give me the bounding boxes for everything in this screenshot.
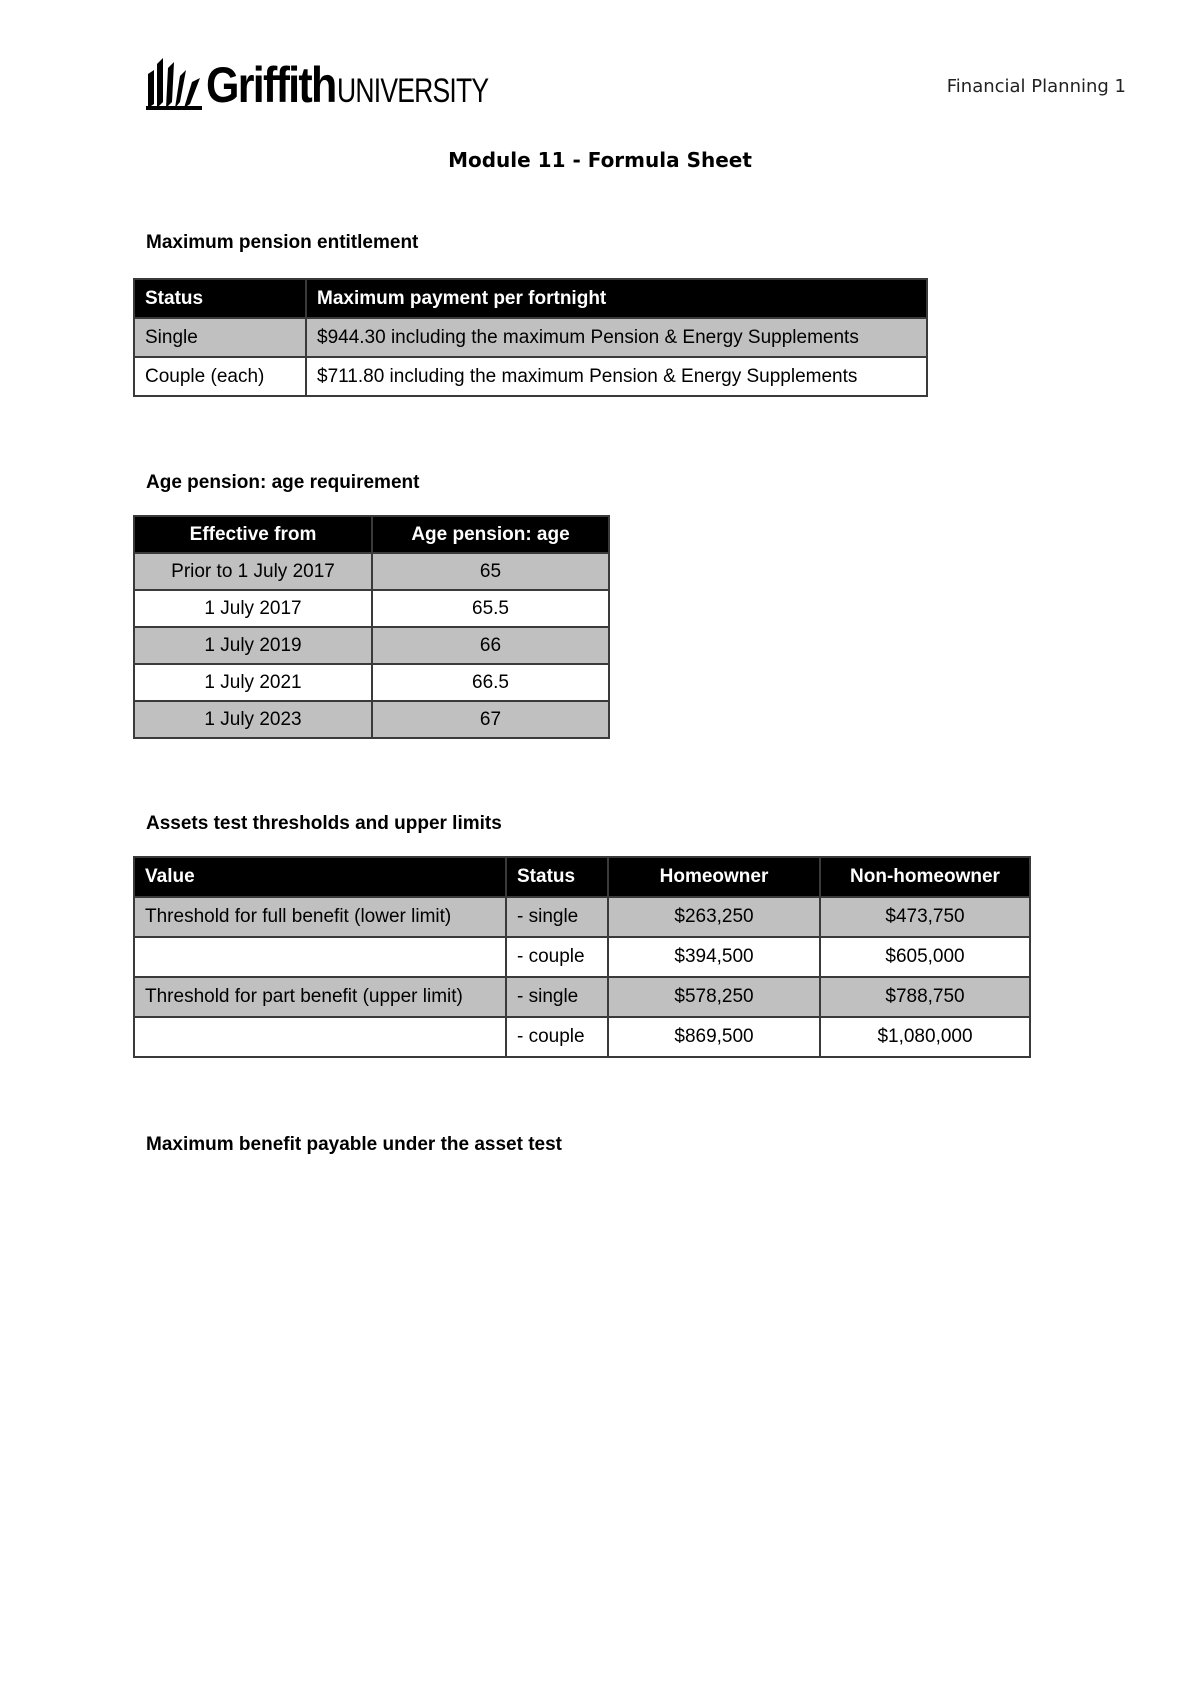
column-header: Non-homeowner <box>820 857 1030 897</box>
table-cell: 65 <box>372 553 609 590</box>
max-benefit-heading: Maximum benefit payable under the asset test <box>146 1134 563 1155</box>
table-cell: 66 <box>372 627 609 664</box>
table-row <box>134 590 609 627</box>
griffith-university-logo <box>146 56 531 113</box>
table-header-row <box>134 516 609 553</box>
table-row <box>134 357 927 396</box>
assets-test-table <box>133 856 1031 1058</box>
table-cell: $788,750 <box>820 977 1030 1017</box>
column-header: Effective from <box>134 516 372 553</box>
max-pension-heading: Maximum pension entitlement <box>146 232 419 253</box>
table-cell: 66.5 <box>372 664 609 701</box>
column-header: Age pension: age <box>372 516 609 553</box>
table-cell: Couple (each) <box>134 357 306 396</box>
column-header: Status <box>134 279 306 318</box>
table-cell: 65.5 <box>372 590 609 627</box>
table-cell: $711.80 including the maximum Pension & Energy Supplements <box>306 357 927 396</box>
table-header-row <box>134 857 1030 897</box>
table-cell: Threshold for part benefit (upper limit) <box>134 977 506 1017</box>
age-requirement-heading: Age pension: age requirement <box>146 472 420 493</box>
table-cell: $473,750 <box>820 897 1030 937</box>
table-row <box>134 553 609 590</box>
column-header: Homeowner <box>608 857 820 897</box>
course-name: Financial Planning 1 <box>946 76 1126 97</box>
table-cell: $869,500 <box>608 1017 820 1057</box>
table-cell <box>134 937 506 977</box>
table-cell: - single <box>506 977 608 1017</box>
table-row <box>134 318 927 357</box>
table-cell: $394,500 <box>608 937 820 977</box>
table-cell: 1 July 2019 <box>134 627 372 664</box>
table-cell: Prior to 1 July 2017 <box>134 553 372 590</box>
table-cell: $263,250 <box>608 897 820 937</box>
column-header: Value <box>134 857 506 897</box>
table-cell: 1 July 2023 <box>134 701 372 738</box>
table-cell: Single <box>134 318 306 357</box>
table-cell: $944.30 including the maximum Pension & Energy Supplements <box>306 318 927 357</box>
table-cell: $605,000 <box>820 937 1030 977</box>
logo-wordmark: Griffith <box>206 57 336 113</box>
table-cell: 1 July 2017 <box>134 590 372 627</box>
logo-university-text: UNIVERSITY <box>336 72 488 110</box>
griffith-leaf-icon <box>146 56 202 110</box>
max-pension-table <box>133 278 928 397</box>
table-cell <box>134 1017 506 1057</box>
table-cell: 67 <box>372 701 609 738</box>
table-row <box>134 1017 1030 1057</box>
column-header: Status <box>506 857 608 897</box>
age-requirement-table <box>133 515 610 739</box>
table-row <box>134 937 1030 977</box>
page-title: Module 11 - Formula Sheet <box>448 148 752 172</box>
table-row <box>134 977 1030 1017</box>
table-cell: $578,250 <box>608 977 820 1017</box>
table-cell: - couple <box>506 937 608 977</box>
table-cell: $1,080,000 <box>820 1017 1030 1057</box>
table-row <box>134 664 609 701</box>
table-cell: 1 July 2021 <box>134 664 372 701</box>
column-header: Maximum payment per fortnight <box>306 279 927 318</box>
table-header-row <box>134 279 927 318</box>
table-row <box>134 627 609 664</box>
table-cell: - single <box>506 897 608 937</box>
table-row <box>134 897 1030 937</box>
table-cell: - couple <box>506 1017 608 1057</box>
table-cell: Threshold for full benefit (lower limit) <box>134 897 506 937</box>
table-row <box>134 701 609 738</box>
assets-test-heading: Assets test thresholds and upper limits <box>146 813 502 834</box>
